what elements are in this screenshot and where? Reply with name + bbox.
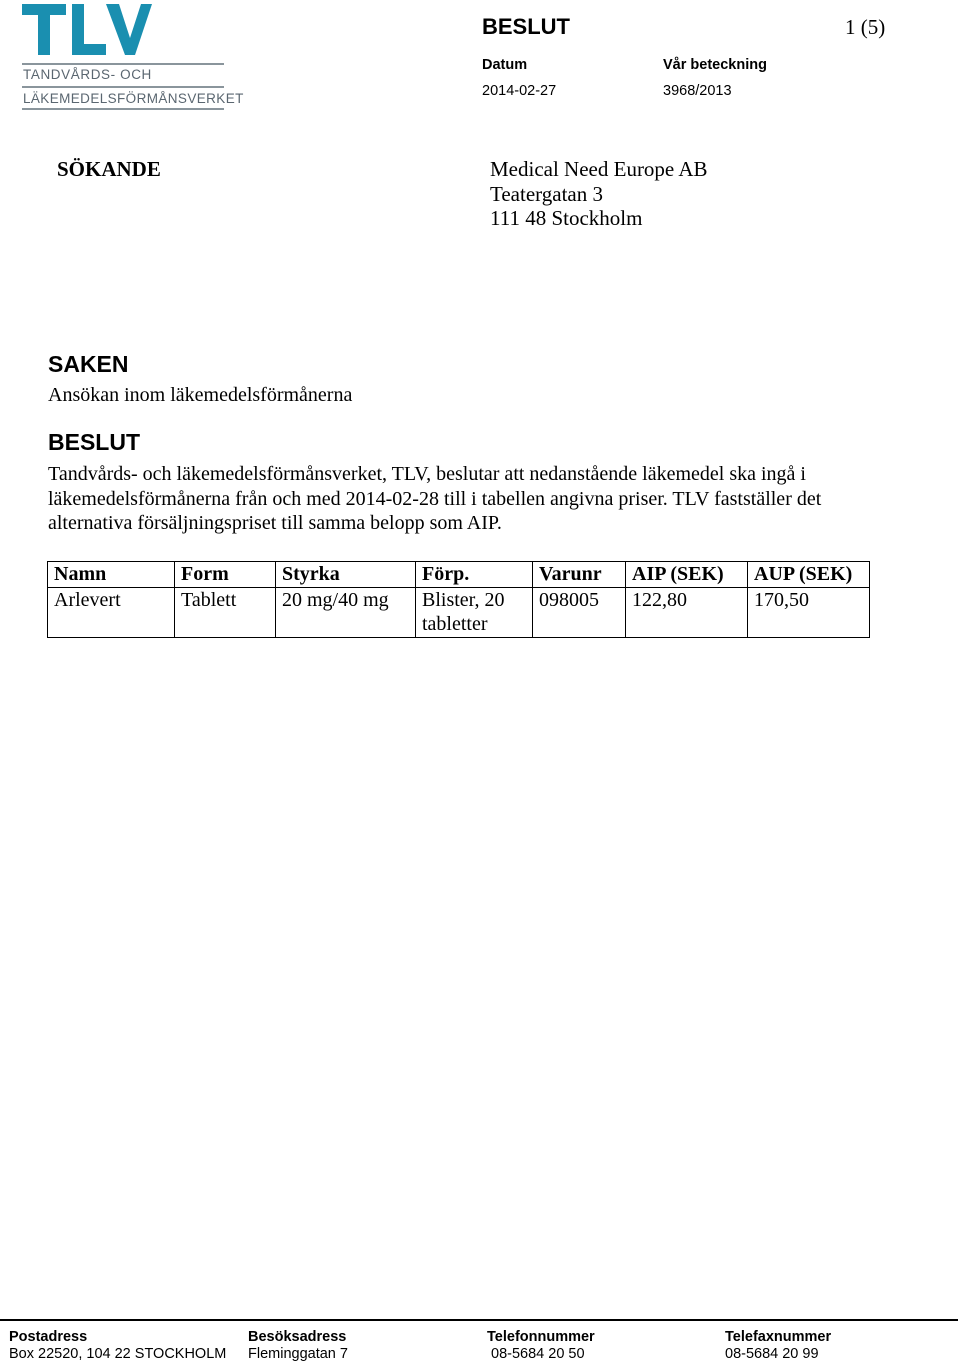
reference-value: 3968/2013 [663, 83, 732, 99]
address-line: Medical Need Europe AB [490, 157, 708, 181]
postal-value: Box 22520, 104 22 STOCKHOLM [9, 1346, 227, 1362]
table-row [48, 587, 870, 637]
footer-divider [0, 1319, 958, 1321]
visit-label: Besöksadress [248, 1329, 347, 1345]
footer-postal [9, 1329, 226, 1363]
address-line: 111 48 Stockholm [490, 206, 643, 230]
footer-phone [487, 1329, 595, 1363]
date-value: 2014-02-27 [482, 83, 557, 99]
column-header-strength: Styrka [276, 562, 416, 588]
visit-value: Fleminggatan 7 [248, 1346, 348, 1362]
logo-line-2: LÄKEMEDELSFÖRMÅNSVERKET [23, 91, 244, 106]
phone-label: Telefonnummer [487, 1329, 595, 1345]
reference-label: Vår beteckning [663, 57, 767, 73]
column-header-name: Namn [48, 562, 175, 588]
footer-fax [725, 1329, 831, 1363]
cell-strength: 20 mg/40 mg [276, 587, 416, 637]
cell-aup: 170,50 [748, 587, 870, 637]
cell-aip: 122,80 [626, 587, 748, 637]
logo-line-1: TANDVÅRDS- OCH [23, 67, 152, 82]
footer-visit [248, 1329, 348, 1363]
postal-label: Postadress [9, 1329, 88, 1345]
column-header-aip: AIP (SEK) [626, 562, 748, 588]
cell-form: Tablett [175, 587, 276, 637]
applicant-heading: SÖKANDE [57, 157, 161, 181]
section-heading-beslut: BESLUT [48, 429, 140, 455]
column-header-package: Förp. [416, 562, 533, 588]
fax-value: 08-5684 20 99 [725, 1346, 819, 1362]
page-number: 1 (5) [845, 15, 886, 39]
column-header-form: Form [175, 562, 276, 588]
table-header-row [48, 562, 870, 588]
column-header-aup: AUP (SEK) [748, 562, 870, 588]
applicant-address [490, 157, 708, 231]
logo-divider [22, 63, 224, 65]
tlv-logo [22, 2, 244, 110]
column-header-item-number: Varunr [533, 562, 626, 588]
logo-divider [22, 86, 224, 88]
beslut-text: Tandvårds- och läkemedelsförmånsverket, TLV, beslutar att nedanstående läkemedel ska ingå i läkemedelsförmånerna från och med 2014-02-28 till i tabellen angivna priser. TLV fastställer det alternativa försäljningspriset till samma belopp som AIP. [48, 463, 822, 534]
cell-item-number: 098005 [533, 587, 626, 637]
phone-value: 08-5684 20 50 [487, 1346, 585, 1362]
fax-label: Telefaxnummer [725, 1329, 832, 1345]
document-type: BESLUT [482, 14, 570, 39]
logo-divider [22, 108, 224, 110]
price-table [47, 561, 870, 638]
section-heading-saken: SAKEN [48, 351, 129, 377]
tlv-wordmark-icon [22, 2, 152, 58]
address-line: Teatergatan 3 [490, 181, 603, 206]
cell-name: Arlevert [48, 587, 175, 637]
saken-text: Ansökan inom läkemedelsförmånerna [48, 384, 353, 406]
date-label: Datum [482, 57, 528, 73]
cell-package: Blister, 20 tabletter [416, 587, 533, 637]
